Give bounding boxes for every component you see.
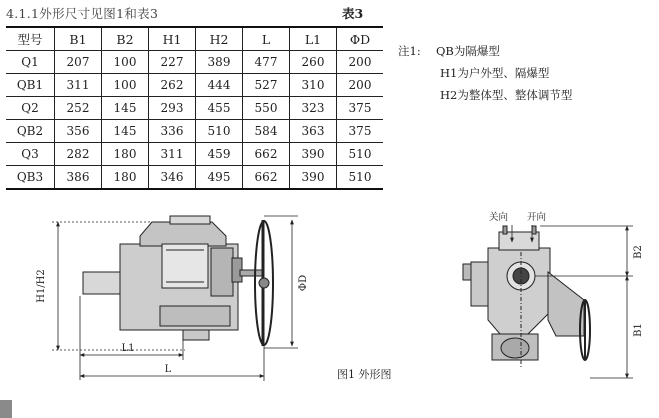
table-cell: 100 [102, 51, 149, 74]
table-cell: 510 [337, 166, 384, 190]
table-cell: 336 [149, 120, 196, 143]
table-cell: 455 [196, 97, 243, 120]
table-cell: 510 [196, 120, 243, 143]
table-cell: 145 [102, 97, 149, 120]
table-cell: Q3 [6, 143, 55, 166]
front-view-drawing [463, 226, 590, 368]
table-cell: 527 [243, 74, 290, 97]
table-cell: 180 [102, 143, 149, 166]
column-header: L1 [290, 27, 337, 51]
table-cell: 477 [243, 51, 290, 74]
dim-label-l1: L1 [121, 343, 135, 354]
table-cell: 356 [55, 120, 102, 143]
column-header: H2 [196, 27, 243, 51]
table-cell: 252 [55, 97, 102, 120]
table-cell: 282 [55, 143, 102, 166]
note-text: H2为整体型、整体调节型 [440, 88, 573, 102]
table-cell: 662 [243, 166, 290, 190]
label-open-direction: 开向 [527, 212, 547, 223]
table-cell: 262 [149, 74, 196, 97]
table-cell: 200 [337, 74, 384, 97]
table-cell: 459 [196, 143, 243, 166]
table-cell: 375 [337, 120, 384, 143]
label-close-direction: 关向 [489, 212, 509, 223]
table-cell: 310 [290, 74, 337, 97]
table-cell: 200 [337, 51, 384, 74]
table-cell: QB1 [6, 74, 55, 97]
table-cell: 260 [290, 51, 337, 74]
section-heading: 4.1.1外形尺寸见图1和表3 [6, 6, 159, 21]
dim-label-b2: B2 [633, 245, 644, 259]
note-text: QB为隔爆型 [436, 44, 500, 58]
table-number: 表3 [342, 6, 364, 21]
column-header: H1 [149, 27, 196, 51]
column-header: ΦD [337, 27, 384, 51]
table-cell: 207 [55, 51, 102, 74]
figure-caption: 图1 外形图 [337, 368, 392, 381]
table-cell: 346 [149, 166, 196, 190]
table-cell: 390 [290, 143, 337, 166]
column-header: B1 [55, 27, 102, 51]
column-header: 型号 [6, 27, 55, 51]
table-cell: 375 [337, 97, 384, 120]
table-cell: 227 [149, 51, 196, 74]
table-cell: 311 [149, 143, 196, 166]
side-view-drawing [83, 216, 273, 346]
table-cell: 584 [243, 120, 290, 143]
table-cell: 550 [243, 97, 290, 120]
note-lead: 注1: [398, 44, 421, 58]
table-cell: 386 [55, 166, 102, 190]
dim-label-b1: B1 [633, 323, 644, 337]
table-cell: 444 [196, 74, 243, 97]
dim-label-h: H1/H2 [36, 269, 47, 303]
table-cell: 389 [196, 51, 243, 74]
table-cell: 323 [290, 97, 337, 120]
table-cell: 662 [243, 143, 290, 166]
page-corner-mark [0, 400, 12, 418]
table-cell: 311 [55, 74, 102, 97]
table-cell: QB2 [6, 120, 55, 143]
table-cell: 100 [102, 74, 149, 97]
table-cell: 363 [290, 120, 337, 143]
table-cell: 293 [149, 97, 196, 120]
column-header: B2 [102, 27, 149, 51]
table-cell: 495 [196, 166, 243, 190]
column-header: L [243, 27, 290, 51]
table-cell: 145 [102, 120, 149, 143]
table-cell: 510 [337, 143, 384, 166]
note-text: H1为户外型、隔爆型 [440, 66, 550, 80]
dim-label-d: ΦD [298, 274, 309, 292]
table-cell: QB3 [6, 166, 55, 190]
dim-label-l: L [164, 364, 172, 375]
table-cell: Q1 [6, 51, 55, 74]
table-cell: 180 [102, 166, 149, 190]
table-cell: Q2 [6, 97, 55, 120]
table-cell: 390 [290, 166, 337, 190]
